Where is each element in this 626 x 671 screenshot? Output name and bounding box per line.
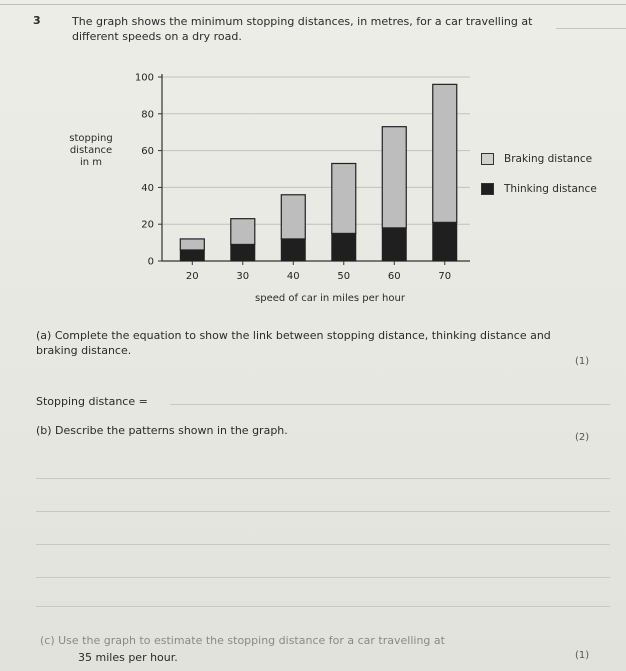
part-c-text-2: 35 miles per hour.	[78, 651, 178, 664]
question-number: 3	[33, 14, 41, 27]
y-tick-label-80: 80	[141, 109, 154, 121]
bar-braking-70	[433, 84, 457, 222]
bar-thinking-30	[231, 244, 255, 261]
answer-line-b-5[interactable]	[36, 606, 610, 607]
bar-thinking-50	[332, 233, 356, 261]
x-tick-label-50: 50	[337, 271, 351, 282]
legend-braking-label: Braking distance	[504, 153, 593, 165]
legend-braking	[481, 153, 592, 165]
bar-braking-20	[180, 239, 204, 250]
part-c-text: (c) Use the graph to estimate the stopping distance for a car travelling at	[40, 634, 445, 647]
part-a-text: (a) Complete the equation to show the link between stopping distance, thinking distance and braking distance.	[36, 329, 551, 357]
bar-thinking-60	[382, 228, 406, 261]
legend-thinking	[481, 183, 597, 195]
bar-braking-50	[332, 163, 356, 233]
x-tick-label-20: 20	[185, 271, 199, 282]
x-tick-label-40: 40	[286, 271, 300, 282]
part-b-marks: (2)	[575, 432, 590, 443]
x-tick-label-30: 30	[236, 271, 250, 282]
answer-line-b-3[interactable]	[36, 544, 610, 545]
legend-thinking-swatch	[481, 183, 494, 195]
y-tick-label-20: 20	[141, 219, 154, 231]
y-axis-label-line-1: stopping	[69, 133, 113, 144]
legend-braking-swatch	[481, 153, 494, 165]
y-axis-label	[56, 133, 126, 169]
answer-line-b-2[interactable]	[36, 511, 610, 512]
y-tick-label-60: 60	[141, 146, 154, 158]
legend-thinking-label: Thinking distance	[504, 183, 597, 195]
bar-braking-60	[382, 127, 406, 228]
bar-thinking-70	[433, 222, 457, 261]
y-tick-label-0: 0	[147, 256, 154, 268]
x-tick-label-60: 60	[387, 271, 401, 282]
question-text: The graph shows the minimum stopping distances, in metres, for a car travelling at different speeds on a dry road.	[72, 15, 533, 43]
stopping-distance-label: Stopping distance =	[36, 395, 148, 408]
y-axis-label-line-3: in m	[79, 157, 103, 168]
answer-line-b-1[interactable]	[36, 478, 610, 479]
y-tick-label-40: 40	[141, 182, 154, 194]
answer-line-b-4[interactable]	[36, 577, 610, 578]
part-c-marks: (1)	[575, 650, 590, 661]
bar-braking-30	[231, 219, 255, 245]
bar-thinking-20	[180, 250, 204, 261]
answer-line-a[interactable]	[170, 404, 610, 405]
x-axis-label: speed of car in miles per hour	[255, 293, 405, 304]
bar-thinking-40	[281, 239, 305, 261]
part-a-marks: (1)	[575, 356, 590, 367]
bar-braking-40	[281, 195, 305, 239]
part-b-text: (b) Describe the patterns shown in the graph.	[36, 424, 288, 437]
y-axis-label-line-2: distance	[69, 145, 113, 156]
y-tick-label-100: 100	[134, 72, 154, 84]
x-tick-label-70: 70	[438, 271, 452, 282]
